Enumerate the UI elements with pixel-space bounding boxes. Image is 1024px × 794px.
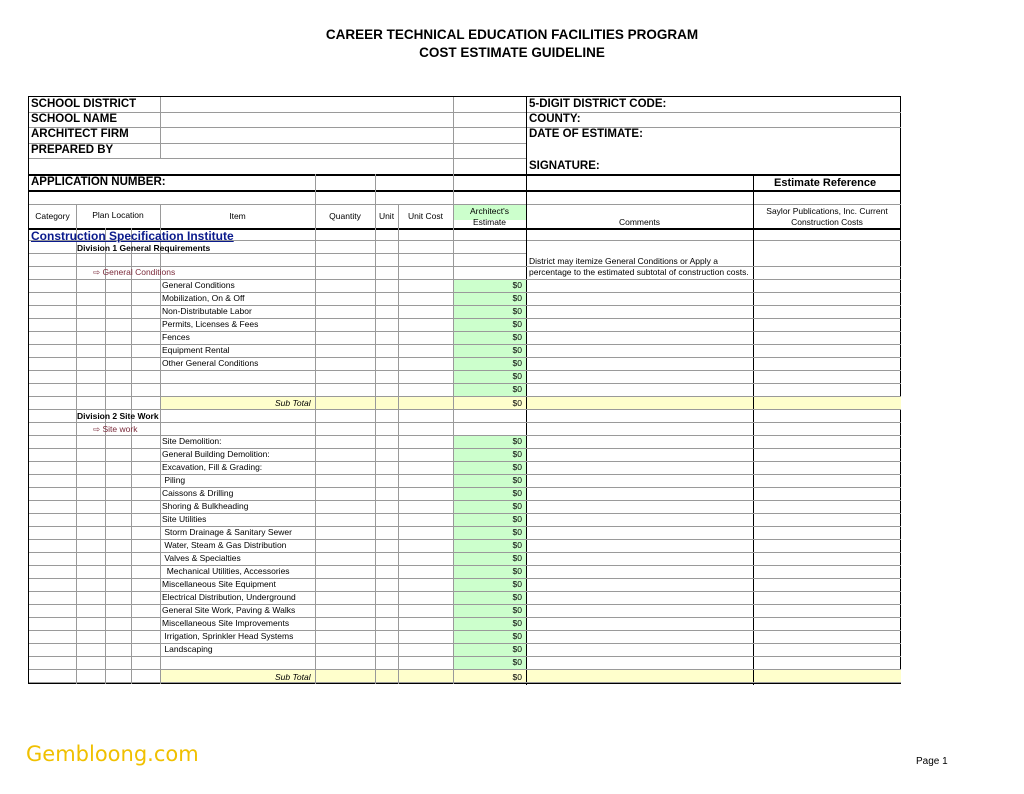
column-header-comments: Comments <box>618 217 661 227</box>
division2-estimate-value: $0 <box>512 566 522 576</box>
page-title: CAREER TECHNICAL EDUCATION FACILITIES PROGRAM <box>325 27 699 42</box>
division2-title: Division 2 Site Work <box>77 411 159 421</box>
division2-estimate-value: $0 <box>512 540 522 550</box>
column-header-item: Item <box>229 211 246 221</box>
column-header-saylor-2: Construction Costs <box>791 217 863 227</box>
division2-item: Landscaping <box>162 644 213 654</box>
division2-subheading <box>93 424 137 435</box>
row-line <box>29 253 526 254</box>
division1-item: Mobilization, On & Off <box>162 293 245 303</box>
col-line <box>160 97 161 158</box>
division2-estimate-value: $0 <box>512 579 522 589</box>
division2-estimate-value: $0 <box>512 553 522 563</box>
architect-firm-label: ARCHITECT FIRM <box>31 128 129 140</box>
division2-subtotal-label: Sub Total <box>275 672 311 682</box>
division1-subtotal-fill <box>160 396 901 409</box>
district-code-label: 5-DIGIT DISTRICT CODE: <box>529 98 667 110</box>
division2-estimate-value: $0 <box>512 436 522 446</box>
division1-subheading <box>93 267 175 278</box>
row-line <box>29 158 526 159</box>
estimate-reference-label: Estimate Reference <box>774 177 877 189</box>
col-line <box>398 228 399 684</box>
col-line <box>160 228 161 684</box>
division2-estimate-value: $0 <box>512 488 522 498</box>
division1-note-line1: District may itemize General Conditions or Apply a <box>529 256 718 266</box>
division1-item: General Conditions <box>162 280 235 290</box>
division2-item: Caissons & Drilling <box>162 488 234 498</box>
division2-estimate-value: $0 <box>512 449 522 459</box>
school-name-label: SCHOOL NAME <box>31 113 118 125</box>
division2-item: Shoring & Bulkheading <box>162 501 249 511</box>
col-line <box>131 228 132 684</box>
division1-note-line2: percentage to the estimated subtotal of construction costs. <box>529 267 749 277</box>
division1-item: Other General Conditions <box>162 358 259 368</box>
column-header-quantity: Quantity <box>329 211 361 221</box>
division2-subheading-label: Site work <box>102 424 138 434</box>
division1-estimate-value: $0 <box>512 345 522 355</box>
division2-item: Water, Steam & Gas Distribution <box>162 540 287 550</box>
division1-item: Permits, Licenses & Fees <box>162 319 259 329</box>
col-line <box>753 174 754 685</box>
division1-subheading-label: General Conditions <box>102 267 176 277</box>
col-line <box>375 228 376 684</box>
column-header-architect-estimate-1: Architect's <box>470 206 509 216</box>
division1-estimate-value: $0 <box>512 280 522 290</box>
page-subtitle: COST ESTIMATE GUIDELINE <box>419 45 605 60</box>
division2-item: Miscellaneous Site Improvements <box>162 618 290 628</box>
division2-estimate-value: $0 <box>512 657 522 667</box>
watermark-text: Gembloong.com <box>26 742 199 766</box>
division1-estimate-value: $0 <box>512 384 522 394</box>
division2-estimate-value: $0 <box>512 475 522 485</box>
division2-estimate-value: $0 <box>512 592 522 602</box>
division2-estimate-value: $0 <box>512 631 522 641</box>
col-line <box>453 228 454 684</box>
date-of-estimate-label: DATE OF ESTIMATE: <box>529 128 643 140</box>
county-label: COUNTY: <box>529 113 581 125</box>
prepared-by-label: PREPARED BY <box>31 144 114 156</box>
division2-estimate-value: $0 <box>512 462 522 472</box>
division1-item: Fences <box>162 332 190 342</box>
division1-estimate-value: $0 <box>512 293 522 303</box>
division2-item: Irrigation, Sprinkler Head Systems <box>162 631 294 641</box>
column-header-plan-location: Plan Location <box>92 210 144 220</box>
col-line <box>453 97 454 174</box>
column-header-unit: Unit <box>378 211 395 221</box>
column-header-category: Category <box>35 211 70 221</box>
division2-item: Site Utilities <box>162 514 207 524</box>
division1-subtotal-value: $0 <box>512 398 522 408</box>
col-line <box>526 97 527 685</box>
division1-estimate-value: $0 <box>512 319 522 329</box>
division2-estimate-value: $0 <box>512 501 522 511</box>
application-number-label: APPLICATION NUMBER: <box>31 176 166 188</box>
csi-link[interactable]: Construction Specification Institute <box>31 229 234 243</box>
column-header-saylor-1: Saylor Publications, Inc. Current <box>766 206 888 216</box>
row-line <box>29 190 901 192</box>
division1-estimate-value: $0 <box>512 306 522 316</box>
division1-item: Equipment Rental <box>162 345 230 355</box>
division2-item: Valves & Specialties <box>162 553 241 563</box>
column-header-architect-estimate-2: Estimate <box>472 217 507 227</box>
col-line <box>105 228 106 684</box>
estimate-sheet <box>28 96 901 684</box>
division2-item: Storm Drainage & Sanitary Sewer <box>162 527 292 537</box>
division1-estimate-value: $0 <box>512 358 522 368</box>
col-line <box>315 228 316 684</box>
division2-subtotal-value: $0 <box>512 672 522 682</box>
division2-item: Miscellaneous Site Equipment <box>162 579 276 589</box>
division2-estimate-value: $0 <box>512 644 522 654</box>
col-line <box>76 228 77 684</box>
arrow-right-icon: ⇨ <box>93 424 103 434</box>
division1-subtotal-label: Sub Total <box>275 398 311 408</box>
division2-item: Piling <box>162 475 186 485</box>
division2-item: Mechanical Utilities, Accessories <box>162 566 290 576</box>
division2-estimate-value: $0 <box>512 618 522 628</box>
division1-title: Division 1 General Requirements <box>77 243 211 253</box>
division1-item: Non-Distributable Labor <box>162 306 252 316</box>
arrow-right-icon: ⇨ <box>93 267 103 277</box>
page-number: Page 1 <box>916 756 948 767</box>
division1-estimate-value: $0 <box>512 371 522 381</box>
division2-estimate-value: $0 <box>512 514 522 524</box>
school-district-label: SCHOOL DISTRICT <box>31 98 137 110</box>
division1-estimate-value: $0 <box>512 332 522 342</box>
division2-item: General Site Work, Paving & Walks <box>162 605 296 615</box>
division2-item: Site Demolition: <box>162 436 222 446</box>
division2-estimate-value: $0 <box>512 605 522 615</box>
column-header-unit-cost: Unit Cost <box>408 211 443 221</box>
division2-item: Electrical Distribution, Underground <box>162 592 296 602</box>
division2-estimate-value: $0 <box>512 527 522 537</box>
signature-label: SIGNATURE: <box>529 160 600 172</box>
division2-item: General Building Demolition: <box>162 449 270 459</box>
division2-item: Excavation, Fill & Grading: <box>162 462 263 472</box>
